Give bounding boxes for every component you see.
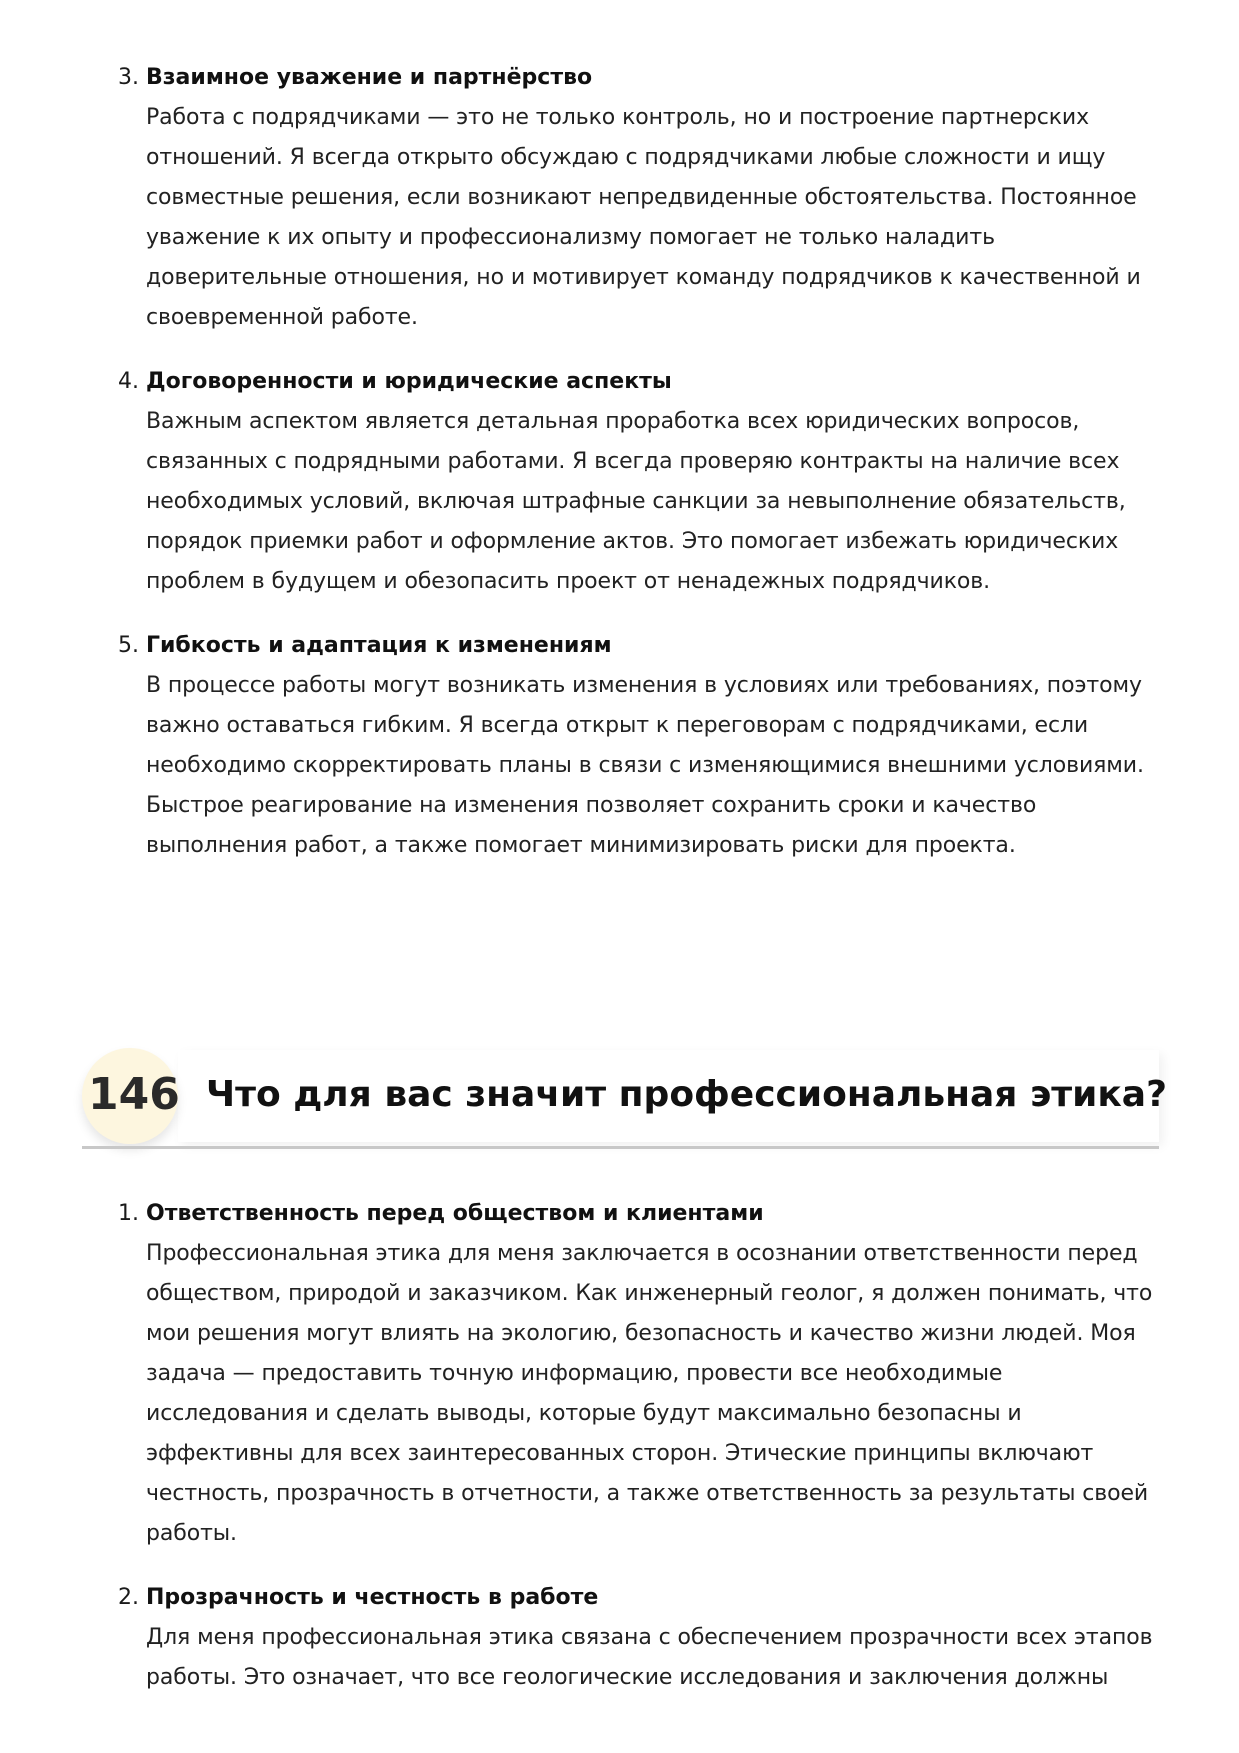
text-line: необходимо скорректировать планы в связи с изменяющимися внешними условиями. bbox=[146, 753, 1144, 778]
text-line: эффективны для всех заинтересованных сторон. Этические принципы включают bbox=[146, 1441, 1094, 1466]
text-line: своевременной работе. bbox=[146, 305, 418, 330]
list-item bbox=[118, 362, 1158, 602]
text-line: Для меня профессиональная этика связана с обеспечением прозрачности всех этапов bbox=[146, 1625, 1153, 1650]
text-line: уважение к их опыту и профессионализму помогает не только наладить bbox=[146, 225, 995, 250]
text-line: работы. Это означает, что все геологические исследования и заключения должны bbox=[146, 1665, 1109, 1690]
list-item-body bbox=[146, 98, 1158, 338]
section-heading bbox=[82, 1048, 1167, 1148]
list-item-number: 2. bbox=[118, 1585, 139, 1610]
list-item-title: Договоренности и юридические аспекты bbox=[146, 369, 672, 394]
question-number: 146 bbox=[88, 1069, 180, 1120]
text-line: В процессе работы могут возникать изменения в условиях или требованиях, поэтому bbox=[146, 673, 1142, 698]
list-item-body bbox=[146, 1618, 1158, 1698]
list-item-number: 3. bbox=[118, 65, 139, 90]
bottom-numbered-list bbox=[118, 1194, 1158, 1698]
text-line: мои решения могут влиять на экологию, безопасность и качество жизни людей. Моя bbox=[146, 1321, 1136, 1346]
text-line: Профессиональная этика для меня заключается в осознании ответственности перед bbox=[146, 1241, 1138, 1266]
list-item-body bbox=[146, 402, 1158, 602]
list-item-title: Гибкость и адаптация к изменениям bbox=[146, 633, 612, 658]
text-line: исследования и сделать выводы, которые будут максимально безопасны и bbox=[146, 1401, 1022, 1426]
top-numbered-list bbox=[118, 58, 1158, 866]
list-item bbox=[118, 58, 1158, 338]
text-line: связанных с подрядными работами. Я всегда проверяю контракты на наличие всех bbox=[146, 449, 1120, 474]
text-line: Быстрое реагирование на изменения позволяет сохранить сроки и качество bbox=[146, 793, 1037, 818]
text-line: честность, прозрачность в отчетности, а также ответственность за результаты своей bbox=[146, 1481, 1149, 1506]
list-item bbox=[118, 1194, 1158, 1554]
list-item-title: Взаимное уважение и партнёрство bbox=[146, 65, 593, 90]
list-item-body bbox=[146, 666, 1158, 866]
text-line: доверительные отношения, но и мотивирует команду подрядчиков к качественной и bbox=[146, 265, 1141, 290]
question-number-badge bbox=[82, 1048, 178, 1144]
list-item-body bbox=[146, 1234, 1158, 1554]
text-line: отношений. Я всегда открыто обсуждаю с подрядчиками любые сложности и ищу bbox=[146, 145, 1106, 170]
text-line: выполнения работ, а также помогает минимизировать риски для проекта. bbox=[146, 833, 1016, 858]
list-item-number: 5. bbox=[118, 633, 139, 658]
text-line: порядок приемки работ и оформление актов. Это помогает избежать юридических bbox=[146, 529, 1119, 554]
text-line: работы. bbox=[146, 1521, 237, 1546]
list-item-title: Ответственность перед обществом и клиентами bbox=[146, 1201, 764, 1226]
text-line: Важным аспектом является детальная проработка всех юридических вопросов, bbox=[146, 409, 1080, 434]
text-line: совместные решения, если возникают непредвиденные обстоятельства. Постоянное bbox=[146, 185, 1137, 210]
list-item bbox=[118, 626, 1158, 866]
list-item-number: 1. bbox=[118, 1201, 139, 1226]
list-item bbox=[118, 1578, 1158, 1698]
text-line: обществом, природой и заказчиком. Как инженерный геолог, я должен понимать, что bbox=[146, 1281, 1153, 1306]
text-line: Работа с подрядчиками — это не только контроль, но и построение партнерских bbox=[146, 105, 1090, 130]
section-title: Что для вас значит профессиональная этика? bbox=[206, 1074, 1167, 1115]
text-line: необходимых условий, включая штрафные санкции за невыполнение обязательств, bbox=[146, 489, 1126, 514]
text-line: задача — предоставить точную информацию, провести все необходимые bbox=[146, 1361, 1003, 1386]
text-line: проблем в будущем и обезопасить проект от ненадежных подрядчиков. bbox=[146, 569, 991, 594]
list-item-number: 4. bbox=[118, 369, 139, 394]
text-line: важно оставаться гибким. Я всегда открыт к переговорам с подрядчиками, если bbox=[146, 713, 1089, 738]
heading-divider bbox=[82, 1146, 1159, 1149]
list-item-title: Прозрачность и честность в работе bbox=[146, 1585, 599, 1610]
